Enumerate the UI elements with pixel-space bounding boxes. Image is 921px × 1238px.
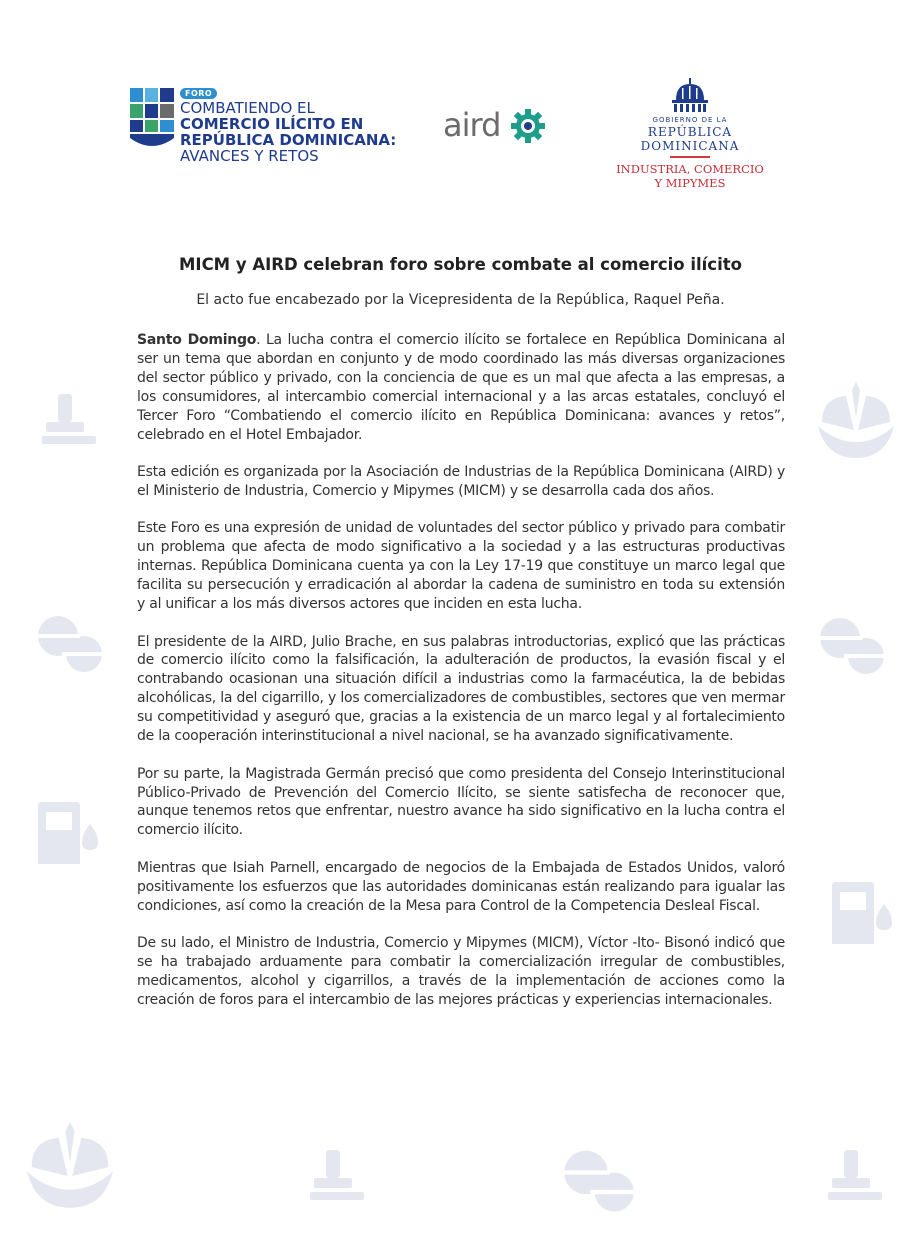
- foro-logo-line: COMBATIENDO EL: [180, 99, 315, 117]
- foro-logo-line: AVANCES Y RETOS: [180, 147, 319, 165]
- paragraph: [137, 331, 785, 444]
- foro-badge: FORO: [180, 88, 217, 99]
- pills-icon: [36, 612, 104, 672]
- gov-logo-small: GOBIERNO DE LA: [652, 116, 728, 124]
- fuel-pump-icon: [830, 882, 896, 944]
- paragraph: Por su parte, la Magistrada Germán precisó que como presidenta del Consejo Interinstitucional Público-Privado de Prevención del Comercio Ilícito, se siente satisfecha de reconocer que, aunque tenemos retos que enfrentar, nuestro avance ha sido significativo en la lucha contra el comercio ilícito.: [137, 765, 785, 839]
- aird-logo: [443, 106, 553, 146]
- foro-emblem-icon: [130, 88, 174, 150]
- fuel-pump-icon: [36, 802, 102, 864]
- stamp-icon: [40, 392, 96, 448]
- ministry-line: INDUSTRIA, COMERCIO: [616, 162, 764, 176]
- article-title: MICM y AIRD celebran foro sobre combate al comercio ilícito: [179, 255, 742, 274]
- article-subtitle: El acto fue encabezado por la Vicepresidenta de la República, Raquel Peña.: [196, 292, 725, 308]
- dateline: Santo Domingo: [137, 332, 257, 348]
- foro-logo-line: REPÚBLICA DOMINICANA:: [180, 131, 397, 149]
- divider: [670, 156, 710, 158]
- paragraph: Este Foro es una expresión de unidad de voluntades del sector público y privado para combatir un problema que afecta de modo significativo a la sociedad y a las estructuras productivas internas. República Dominicana cuenta ya con la Ley 17-19 que constituye un marco legal que facilita su persecución y erradicación al abordar la cadena de suministro en toda su extensión y al unificar a los más diversos actores que inciden en esta lucha.: [137, 520, 785, 613]
- article-body: [137, 331, 785, 1028]
- aird-logo-text: aird: [443, 106, 501, 144]
- paragraph: El presidente de la AIRD, Julio Brache, en sus palabras introductorias, explicó que las prácticas de comercio ilícito como la falsificación, la adulteración de productos, la evasión fiscal y el contrabando ocasionan una situación difícil a industrias como la farmacéutica, la de bebidas alcohólicas, la del cigarrillo, y los comercializadores de combustibles, sectores que ven mermar su competitividad y aseguró que, gracias a la existencia de un marco legal y al fortalecimiento de la cooperación interinstitucional a nivel nacional, se ha avanzado significativamente.: [137, 633, 785, 745]
- gov-logo-main: REPÚBLICA DOMINICANA: [640, 125, 740, 153]
- paragraph: De su lado, el Ministro de Industria, Comercio y Mipymes (MICM), Víctor -Ito- Bisonó indicó que se ha trabajado arduamente para combatir la comercialización irregular de combustibles, medicamentos, alcohol y cigarrillos, a través de la implementación de acciones como la creación de foros para el intercambio de las mejores prácticas y experiencias internacionales.: [137, 935, 785, 1008]
- ministry-line: Y MIPYMES: [654, 176, 726, 190]
- stamp-icon: [826, 1148, 882, 1204]
- foro-logo: [130, 86, 400, 166]
- foro-logo-line: COMERCIO ILÍCITO EN: [180, 115, 364, 133]
- pills-icon: [562, 1146, 636, 1212]
- pills-icon: [818, 614, 886, 674]
- paragraph-text: . La lucha contra el comercio ilícito se fortalece en República Dominicana al ser un tema que abordan en conjunto y de modo coordinado las más diversas organizaciones del sector público y privado, con la conciencia de que es un mal que afecta a las empresas, a los consumidores, al intercambio comercial internacional y a las arcas estatales, concluyó el Tercer Foro “Combatiendo el comercio ilícito en República Dominicana: avances y retos”, celebrado en el Hotel Embajador.: [137, 332, 785, 443]
- paragraph: Esta edición es organizada por la Asociación de Industrias de la República Dominicana (AIRD) y el Ministerio de Industria, Comercio y Mipymes (MICM) y se desarrolla cada dos años.: [137, 464, 785, 499]
- government-logo: [600, 78, 780, 190]
- leaf-icon: [816, 382, 896, 460]
- dome-icon: [670, 78, 710, 114]
- leaf-icon: [24, 1122, 116, 1210]
- paragraph: Mientras que Isiah Parnell, encargado de negocios de la Embajada de Estados Unidos, valoró positivamente los esfuerzos que las autoridades dominicanas están realizando para igualar las condiciones, así como la creación de la Mesa para Control de la Competencia Desleal Fiscal.: [137, 859, 785, 914]
- gear-icon: [511, 109, 545, 143]
- stamp-icon: [308, 1148, 364, 1204]
